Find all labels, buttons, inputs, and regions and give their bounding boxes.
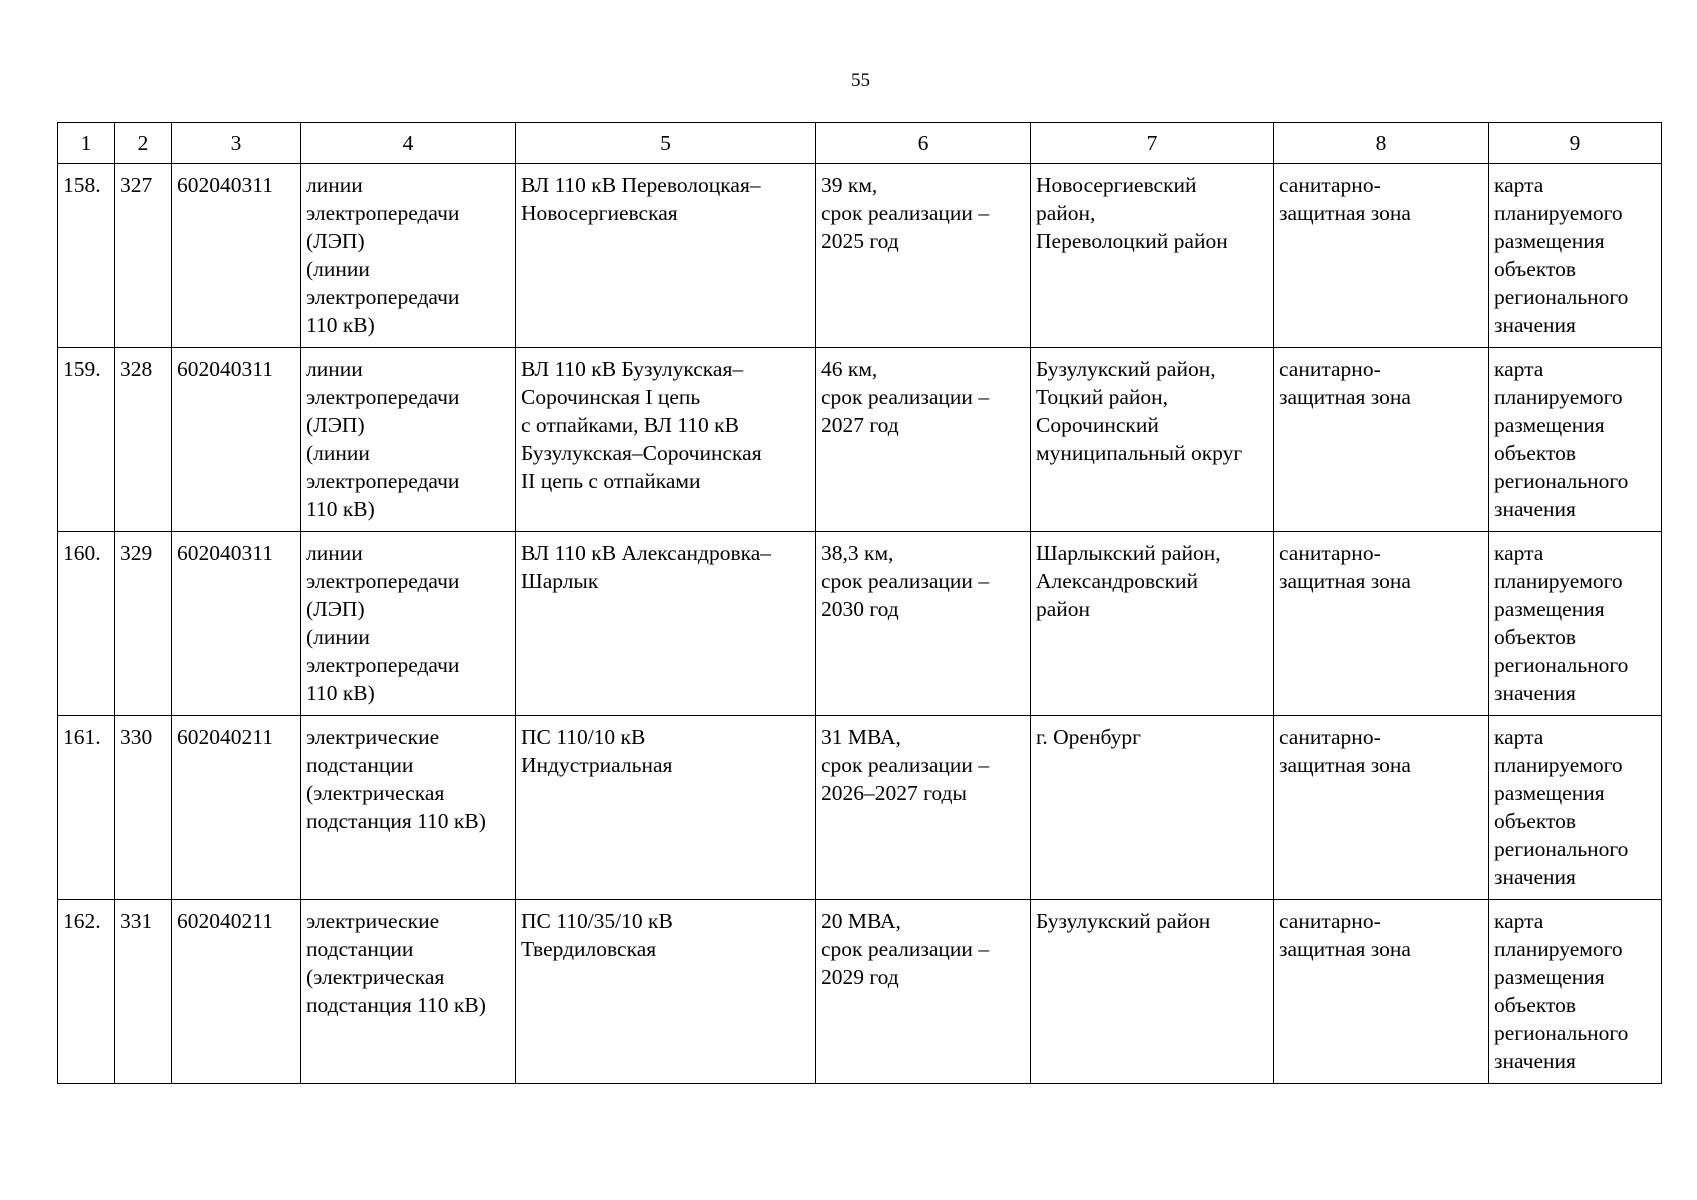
object-code: 602040311	[172, 532, 301, 716]
object-parameters: 20 МВА, срок реализации – 2029 год	[816, 900, 1031, 1084]
object-location: Бузулукский район	[1031, 900, 1274, 1084]
object-name: ВЛ 110 кВ Александровка– Шарлык	[516, 532, 816, 716]
zone-type: санитарно- защитная зона	[1274, 164, 1489, 348]
object-location: Шарлыкский район, Александровский район	[1031, 532, 1274, 716]
column-header: 6	[816, 123, 1031, 164]
object-parameters: 38,3 км, срок реализации – 2030 год	[816, 532, 1031, 716]
object-parameters: 39 км, срок реализации – 2025 год	[816, 164, 1031, 348]
column-header: 1	[58, 123, 115, 164]
column-header: 8	[1274, 123, 1489, 164]
column-header: 4	[301, 123, 516, 164]
object-code: 602040311	[172, 348, 301, 532]
object-parameters: 46 км, срок реализации – 2027 год	[816, 348, 1031, 532]
row-number: 160.	[58, 532, 115, 716]
map-reference: карта планируемого размещения объектов регионального значения	[1489, 532, 1662, 716]
table-row	[58, 900, 1662, 1084]
row-number: 161.	[58, 716, 115, 900]
column-header: 5	[516, 123, 816, 164]
column-header: 9	[1489, 123, 1662, 164]
row-number: 162.	[58, 900, 115, 1084]
map-reference: карта планируемого размещения объектов регионального значения	[1489, 716, 1662, 900]
zone-type: санитарно- защитная зона	[1274, 348, 1489, 532]
object-id: 330	[115, 716, 172, 900]
table-row	[58, 348, 1662, 532]
object-name: ВЛ 110 кВ Бузулукская– Сорочинская I цепь с отпайками, ВЛ 110 кВ Бузулукская–Сорочинская II цепь с отпайками	[516, 348, 816, 532]
object-name: ВЛ 110 кВ Переволоцкая– Новосергиевская	[516, 164, 816, 348]
zone-type: санитарно- защитная зона	[1274, 532, 1489, 716]
object-type: электрические подстанции (электрическая подстанция 110 кВ)	[301, 716, 516, 900]
row-number: 158.	[58, 164, 115, 348]
object-type: линии электропередачи (ЛЭП) (линии электропередачи 110 кВ)	[301, 348, 516, 532]
object-location: Бузулукский район, Тоцкий район, Сорочинский муниципальный округ	[1031, 348, 1274, 532]
map-reference: карта планируемого размещения объектов регионального значения	[1489, 348, 1662, 532]
object-id: 329	[115, 532, 172, 716]
table-header-row	[58, 123, 1662, 164]
map-reference: карта планируемого размещения объектов регионального значения	[1489, 900, 1662, 1084]
object-parameters: 31 МВА, срок реализации – 2026–2027 годы	[816, 716, 1031, 900]
object-name: ПС 110/35/10 кВ Твердиловская	[516, 900, 816, 1084]
object-type: линии электропередачи (ЛЭП) (линии электропередачи 110 кВ)	[301, 164, 516, 348]
column-header: 2	[115, 123, 172, 164]
column-header: 3	[172, 123, 301, 164]
object-code: 602040211	[172, 900, 301, 1084]
object-code: 602040311	[172, 164, 301, 348]
page-number: 55	[851, 70, 870, 91]
object-id: 328	[115, 348, 172, 532]
object-id: 331	[115, 900, 172, 1084]
object-location: г. Оренбург	[1031, 716, 1274, 900]
table-row	[58, 716, 1662, 900]
table-row	[58, 164, 1662, 348]
object-name: ПС 110/10 кВ Индустриальная	[516, 716, 816, 900]
map-reference: карта планируемого размещения объектов регионального значения	[1489, 164, 1662, 348]
object-type: электрические подстанции (электрическая подстанция 110 кВ)	[301, 900, 516, 1084]
object-id: 327	[115, 164, 172, 348]
table-row	[58, 532, 1662, 716]
objects-table	[57, 122, 1662, 1084]
zone-type: санитарно- защитная зона	[1274, 900, 1489, 1084]
row-number: 159.	[58, 348, 115, 532]
object-type: линии электропередачи (ЛЭП) (линии электропередачи 110 кВ)	[301, 532, 516, 716]
object-location: Новосергиевский район, Переволоцкий район	[1031, 164, 1274, 348]
object-code: 602040211	[172, 716, 301, 900]
zone-type: санитарно- защитная зона	[1274, 716, 1489, 900]
column-header: 7	[1031, 123, 1274, 164]
